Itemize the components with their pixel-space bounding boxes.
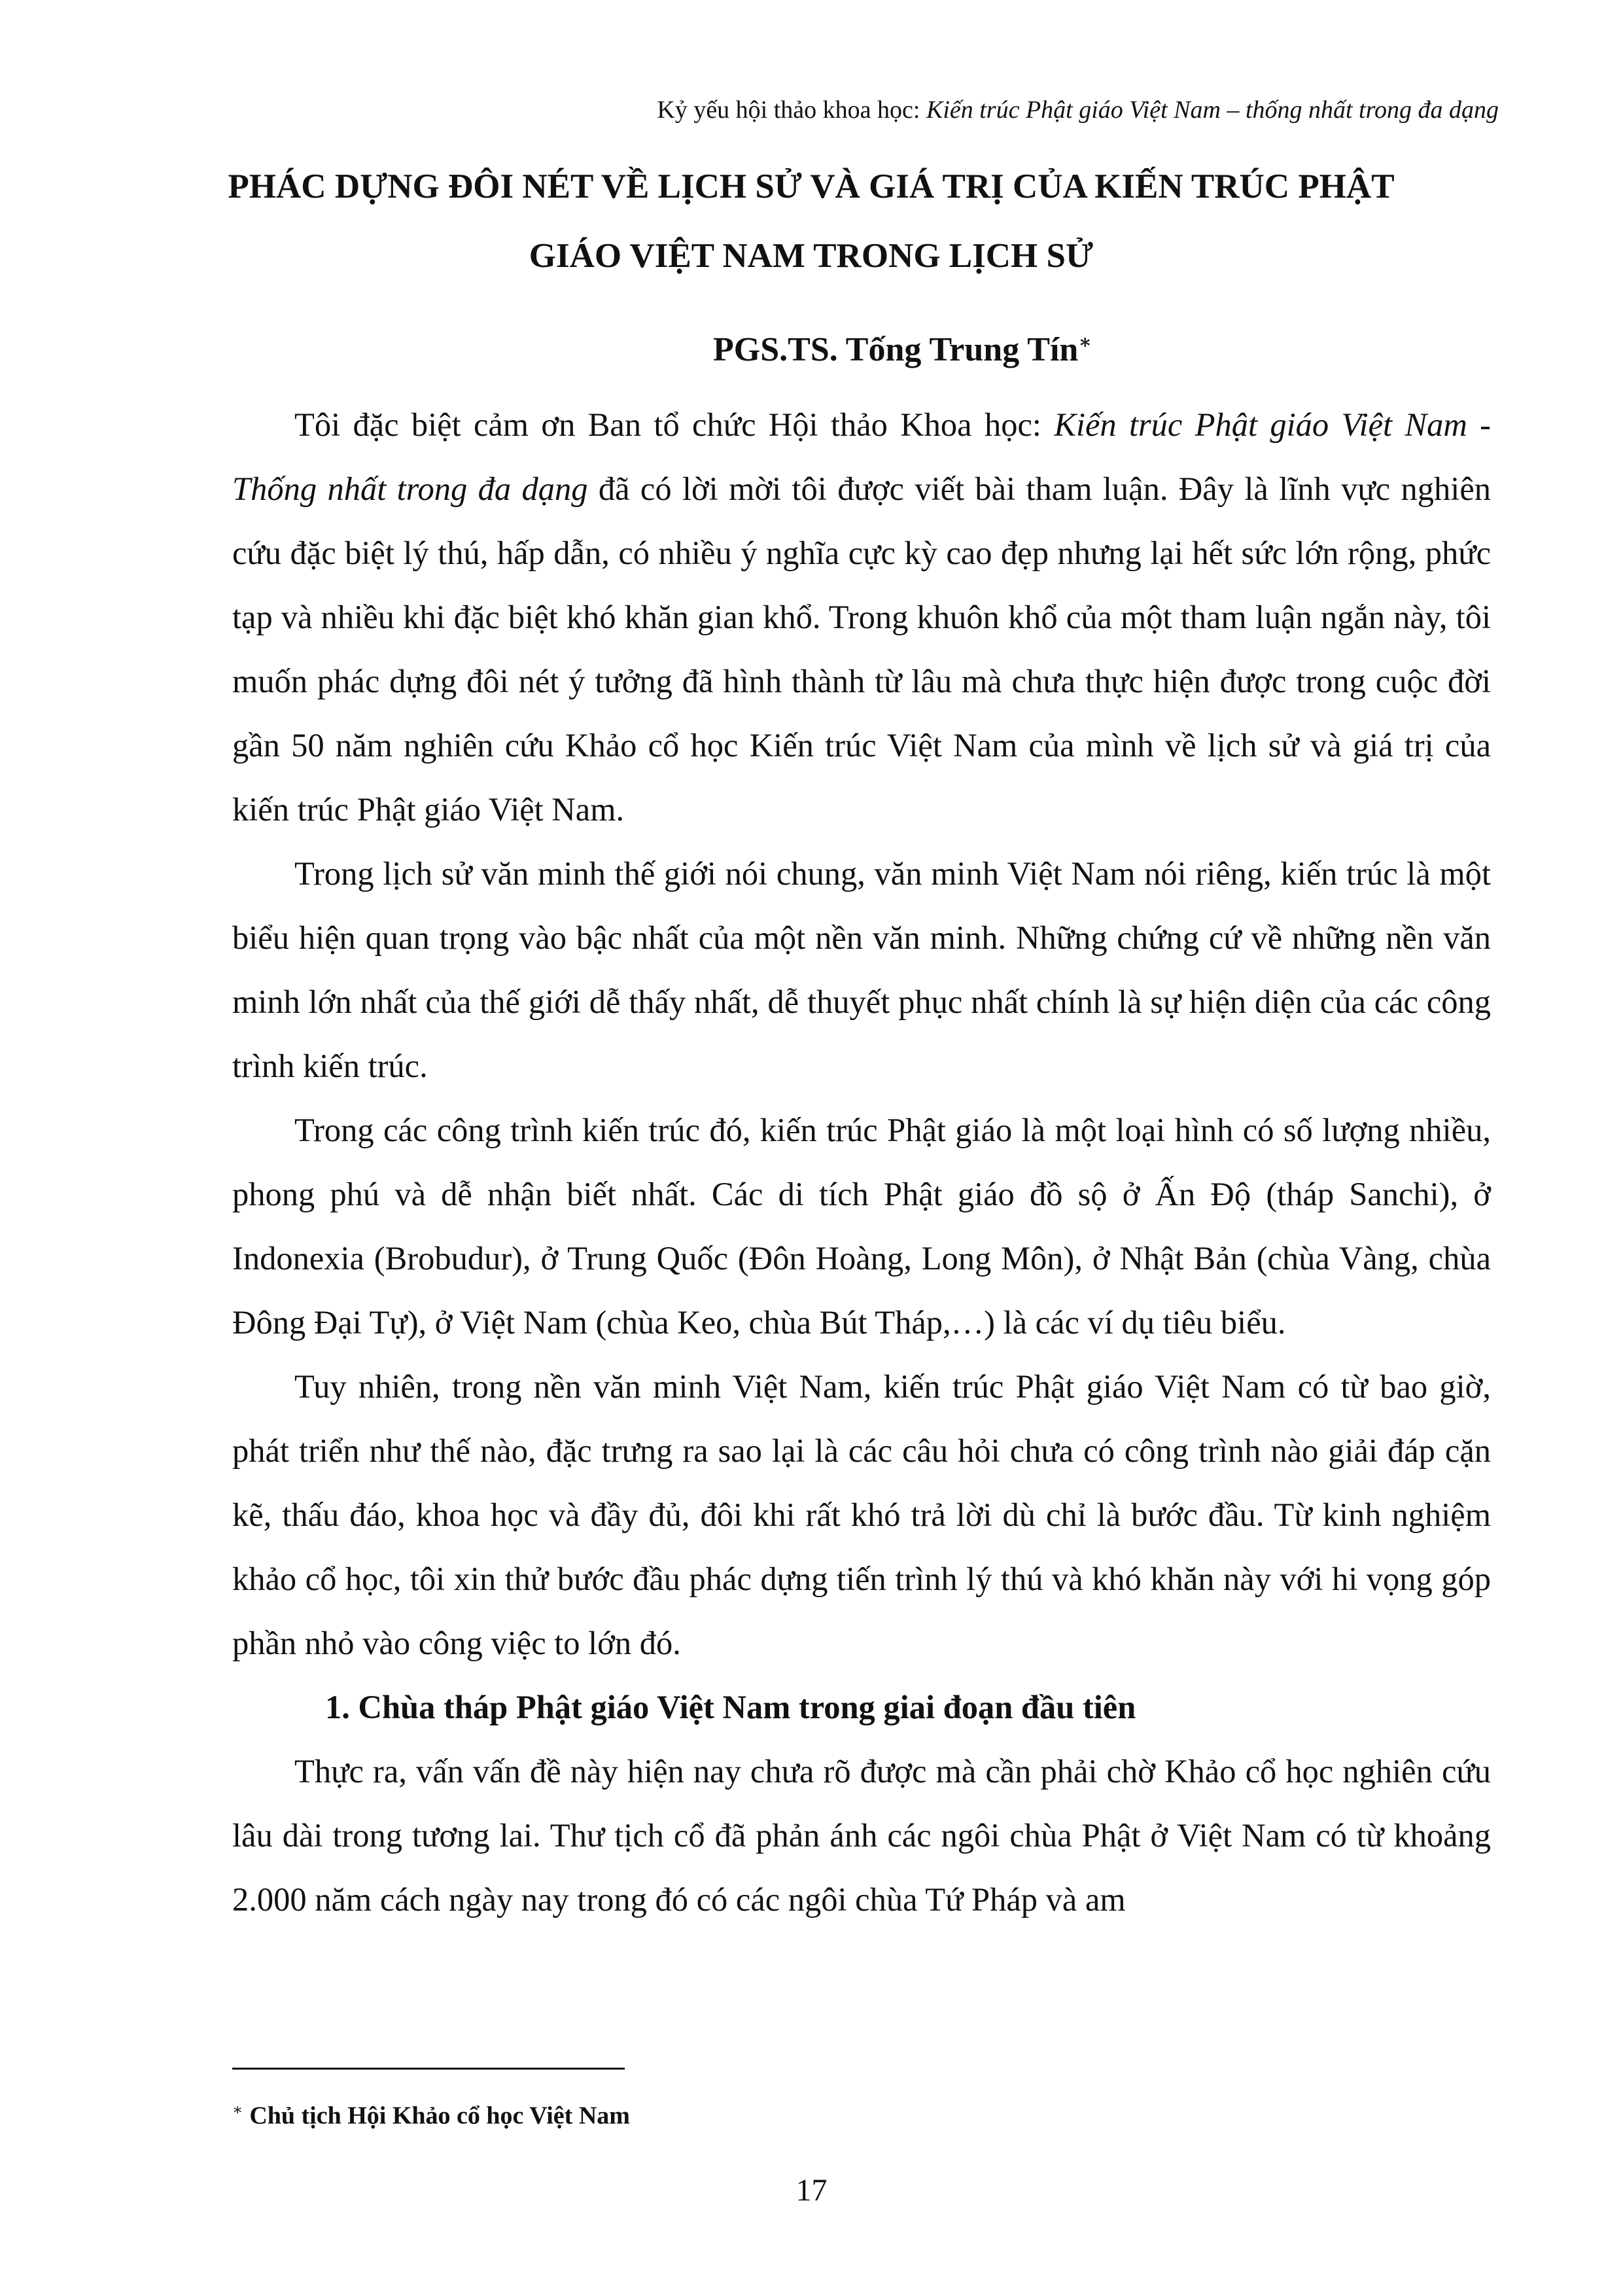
paragraph-1	[232, 393, 1491, 841]
article-title-line-1: PHÁC DỰNG ĐÔI NÉT VỀ LỊCH SỬ VÀ GIÁ TRỊ CỦA KIẾN TRÚC PHẬT	[228, 168, 1395, 205]
running-header-title: Kiến trúc Phật giáo Việt Nam – thống nhất trong đa dạng	[926, 96, 1499, 124]
footnote-text: Chủ tịch Hội Khảo cổ học Việt Nam	[249, 2102, 630, 2130]
article-title-line-2: GIÁO VIỆT NAM TRONG LỊCH SỬ	[529, 237, 1094, 275]
page-number: 17	[795, 2173, 828, 2208]
footnote	[232, 2100, 630, 2130]
paragraph-4: Tuy nhiên, trong nền văn minh Việt Nam, kiến trúc Phật giáo Việt Nam có từ bao giờ, phát triển như thế nào, đặc trưng ra sao lại là các câu hỏi chưa có công trình nào giải đáp cặn kẽ, thấu đáo, khoa học và đầy đủ, đôi khi rất khó trả lời dù chỉ là bước đầu. Từ kinh nghiệm khảo cổ học, tôi xin thử bước đầu phác dựng tiến trình lý thú và khó khăn này với hi vọng góp phần nhỏ vào công việc to lớn đó.	[232, 1368, 1491, 1661]
section-1-heading: 1. Chùa tháp Phật giáo Việt Nam trong giai đoạn đầu tiên	[325, 1689, 1136, 1725]
article-body	[232, 393, 1491, 1932]
paragraph-3: Trong các công trình kiến trúc đó, kiến trúc Phật giáo là một loại hình có số lượng nhiều, phong phú và dễ nhận biết nhất. Các di tích Phật giáo đồ sộ ở Ấn Độ (tháp Sanchi), ở Indonexia (Brobudur), ở Trung Quốc (Đôn Hoàng, Long Môn), ở Nhật Bản (chùa Vàng, chùa Đông Đại Tự), ở Việt Nam (chùa Keo, chùa Bút Tháp,…) là các ví dụ tiêu biểu.	[232, 1112, 1491, 1341]
footnote-mark: ∗	[232, 2102, 243, 2119]
running-header	[657, 96, 1499, 126]
paragraph-1-rest: đã có lời mời tôi được viết bài tham luận. Đây là lĩnh vực nghiên cứu đặc biệt lý thú, hấp dẫn, có nhiều ý nghĩa cực kỳ cao đẹp nhưng lại hết sức lớn rộng, phức tạp và nhiều khi đặc biệt khó khăn gian khổ. Trong khuôn khổ của một tham luận ngắn này, tôi muốn phác dựng đôi nét ý tưởng đã hình thành từ lâu mà chưa thực hiện được trong cuộc đời gần 50 năm nghiên cứu Khảo cổ học Kiến trúc Việt Nam của mình về lịch sử và giá trị của kiến trúc Phật giáo Việt Nam.	[232, 470, 1491, 828]
running-header-prefix: Kỷ yếu hội thảo khoa học:	[657, 96, 926, 124]
paragraph-2: Trong lịch sử văn minh thế giới nói chung, văn minh Việt Nam nói riêng, kiến trúc là một biểu hiện quan trọng vào bậc nhất của một nền văn minh. Những chứng cứ về những nền văn minh lớn nhất của thế giới dễ thấy nhất, dễ thuyết phục nhất chính là sự hiện diện của các công trình kiến trúc.	[232, 855, 1491, 1084]
paragraph-1-start: Tôi đặc biệt cảm ơn Ban tổ chức Hội thảo Khoa học:	[294, 406, 1055, 443]
author-footnote-mark[interactable]: ∗	[1078, 331, 1092, 353]
article-title	[157, 152, 1465, 291]
author-name: PGS.TS. Tống Trung Tín	[713, 331, 1079, 368]
paragraph-1-italic: Kiến trúc Phật giáo Việt Nam - Thống nhất trong đa dạng	[232, 406, 1491, 507]
article-author	[713, 330, 1092, 369]
footnote-divider	[232, 2068, 625, 2070]
paragraph-5: Thực ra, vấn vấn đề này hiện nay chưa rõ được mà cần phải chờ Khảo cổ học nghiên cứu lâu dài trong tương lai. Thư tịch cổ đã phản ánh các ngôi chùa Phật ở Việt Nam có từ khoảng 2.000 năm cách ngày nay trong đó có các ngôi chùa Tứ Pháp và am	[232, 1753, 1491, 1918]
